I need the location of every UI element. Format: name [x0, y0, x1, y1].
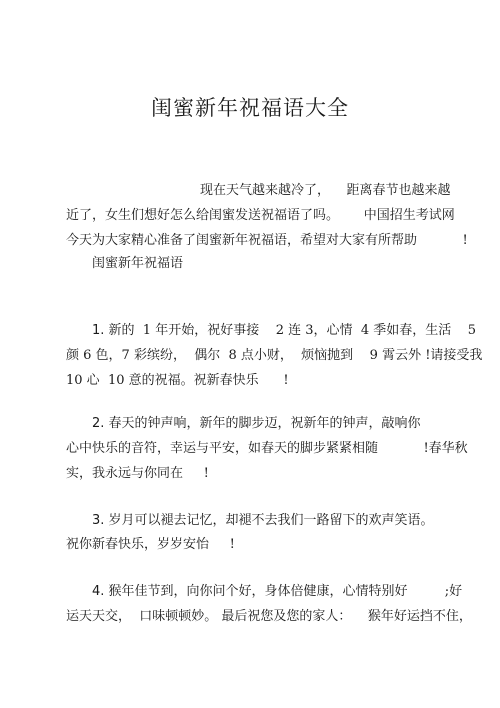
wish-line — [92, 416, 421, 432]
wish-number: 1. — [92, 323, 105, 338]
wish-line — [92, 513, 434, 529]
wish-line: 10 心 10 意的祝福。祝新春快乐 ! — [66, 373, 289, 388]
wish-text: 岁月可以褪去记忆，却褪不去我们一路留下的欢声笑语。 — [108, 513, 434, 528]
intro-line: 近了，女生们想好怎么给闺蜜发送祝福语了吗。 中国招生考试网 — [66, 208, 455, 223]
wish-number: 4. — [92, 584, 105, 599]
wish-line: 颜 6 色，7 彩缤纷， 偶尔 8 点小财， 烦恼抛到 9 霄云外 !请接受我 — [66, 348, 483, 363]
wish-line — [92, 323, 476, 339]
wish-line: 心中快乐的音符，幸运与平安，如春天的脚步紧紧相随 !春华秋 — [66, 441, 468, 456]
wish-number: 2. — [92, 416, 105, 431]
wish-text: 春天的钟声响，新年的脚步迈，祝新年的钟声，敲响你 — [108, 416, 421, 431]
wish-line: 运天天交， 口味顿顿妙。 最后祝您及您的家人： 猴年好运挡不住， — [66, 609, 472, 624]
wish-number: 3. — [92, 513, 105, 528]
intro-line: 今天为大家精心准备了闺蜜新年祝福语，希望对大家有所帮助 ! — [66, 233, 468, 248]
wish-line: 实，我永远与你同在 ! — [66, 466, 209, 481]
wish-line — [92, 584, 462, 600]
wish-text: 猴年佳节到，向你问个好，身体倍健康，心情特别好 ;好 — [108, 584, 463, 599]
intro-line: 现在天气越来越冷了， 距离春节也越来越 — [200, 183, 451, 198]
wish-line: 祝你新春快乐，岁岁安怡 ! — [66, 537, 235, 552]
wish-text: 新的 1 年开始，祝好事接 2 连 3，心情 4 季如春，生活 5 — [108, 323, 477, 338]
intro-subheading: 闺蜜新年祝福语 — [92, 256, 184, 271]
document-title: 闺蜜新年祝福语大全 — [151, 96, 349, 120]
